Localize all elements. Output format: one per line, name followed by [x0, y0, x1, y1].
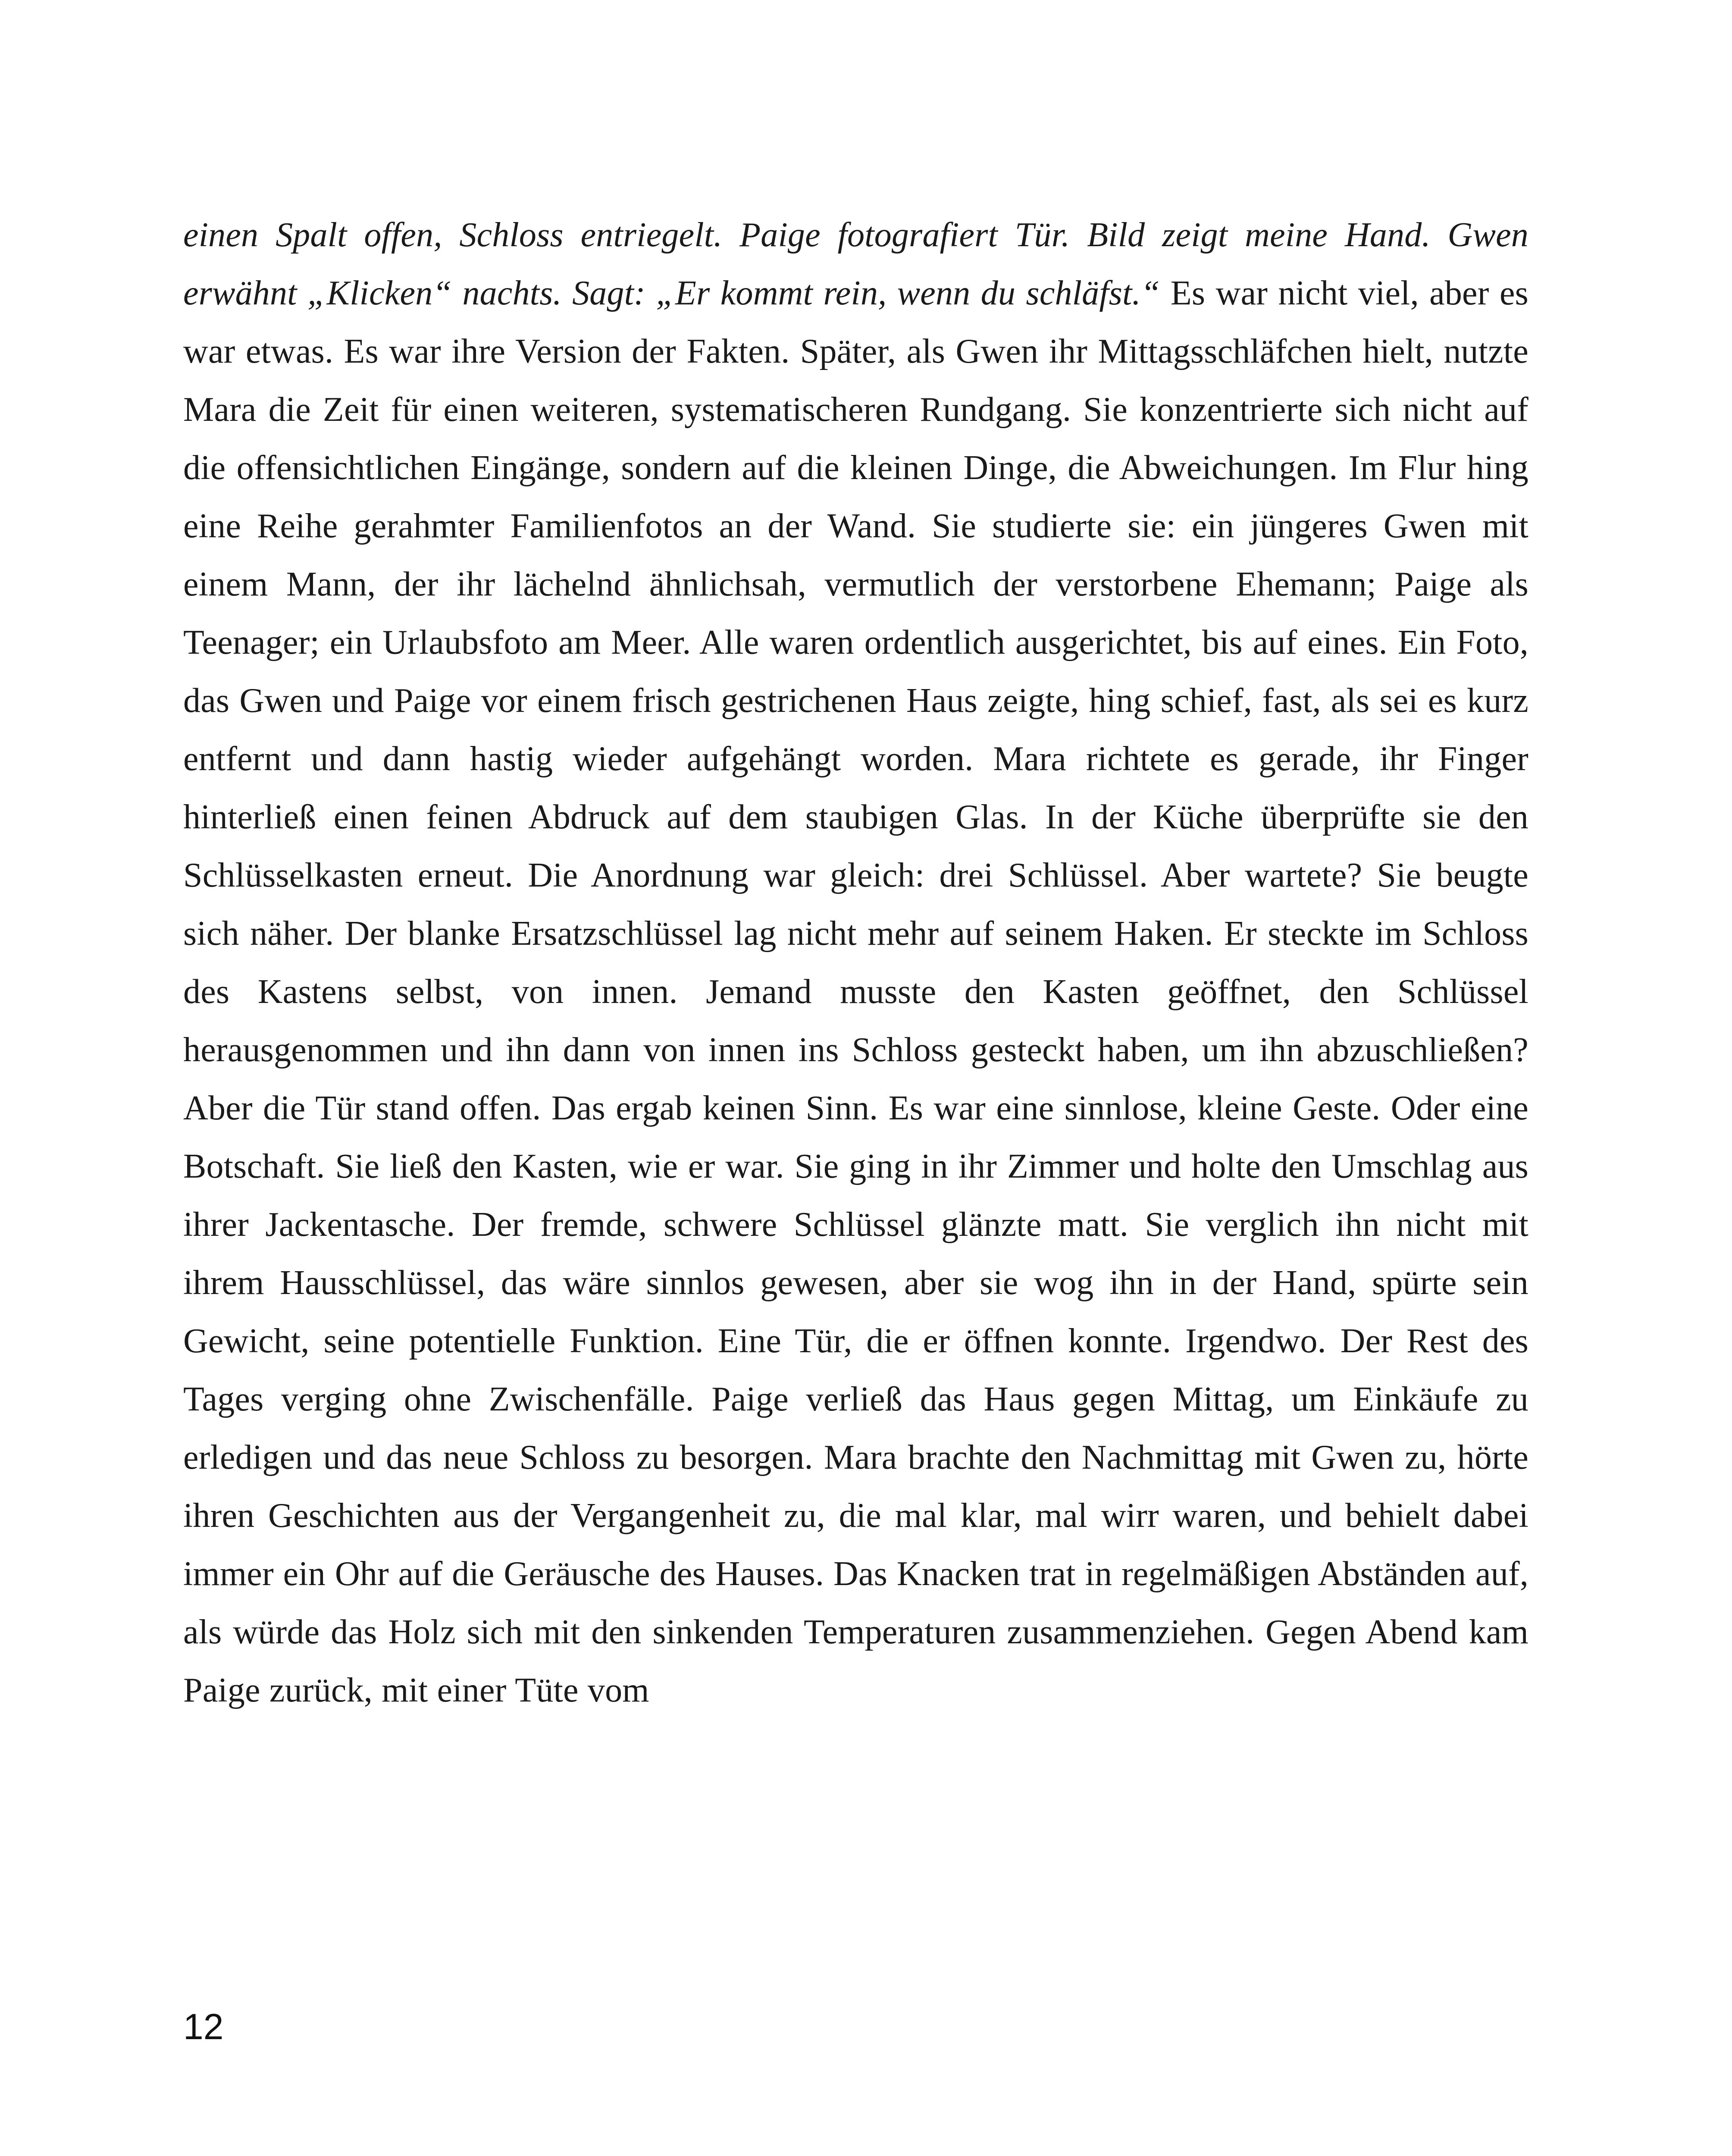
- italic-note-text: einen Spalt offen, Schloss entriegelt. Paige fotografiert Tür. Bild zeigt meine Hand. Gwen erwähnt „Klicken“ nachts. Sagt: „Er kommt rein, wenn du schläfst.“: [183, 216, 1528, 312]
- page-number: 12: [183, 2006, 224, 2047]
- paragraph-text: Es war nicht viel, aber es war etwas. Es war ihre Version der Fakten. Später, als Gwen ihr Mittagsschläfchen hielt, nutzte Mara die Zeit für einen weiteren, systematischeren Rundgang. Sie konzentrierte sich nicht auf die offensichtlichen Eingänge, sondern auf die kleinen Dinge, die Abweichungen. Im Flur hing eine Reihe gerahmter Familienfotos an der Wand. Sie studierte sie: ein jüngeres Gwen mit einem Mann, der ihr lächelnd ähnlichsah, vermutlich der verstorbene Ehemann; Paige als Teenager; ein Urlaubsfoto am Meer. Alle waren ordentlich ausgerichtet, bis auf eines. Ein Foto, das Gwen und Paige vor einem frisch gestrichenen Haus zeigte, hing schief, fast, als sei es kurz entfernt und dann hastig wieder aufgehängt worden. Mara richtete es gerade, ihr Finger hinterließ einen feinen Abdruck auf dem staubigen Glas. In der Küche überprüfte sie den Schlüsselkasten erneut. Die Anordnung war gleich: drei Schlüssel. Aber wartete? Sie beugte sich näher. Der blanke Ersatzschlüssel lag nicht mehr auf seinem Haken. Er steckte im Schloss des Kastens selbst, von innen. Jemand musste den Kasten geöffnet, den Schlüssel herausgenommen und ihn dann von innen ins Schloss gesteckt haben, um ihn abzuschließen? Aber die Tür stand offen. Das ergab keinen Sinn. Es war eine sinnlose, kleine Geste. Oder eine Botschaft. Sie ließ den Kasten, wie er war. Sie ging in ihr Zimmer und holte den Umschlag aus ihrer Jackentasche. Der fremde, schwere Schlüssel glänzte matt. Sie verglich ihn nicht mit ihrem Hausschlüssel, das wäre sinnlos gewesen, aber sie wog ihn in der Hand, spürte sein Gewicht, seine potentielle Funktion. Eine Tür, die er öffnen konnte. Irgendwo. Der Rest des Tages verging ohne Zwischenfälle. Paige verließ das Haus gegen Mittag, um Einkäufe zu erledigen und das neue Schloss zu besorgen. Mara brachte den Nachmittag mit Gwen zu, hörte ihren Geschichten aus der Vergangenheit zu, die mal klar, mal wirr waren, und behielt dabei immer ein Ohr auf die Geräusche des Hauses. Das Knacken trat in regelmäßigen Abständen auf, als würde das Holz sich mit den sinkenden Temperaturen zusammenziehen. Gegen Abend kam Paige zurück, mit einer Tüte vom: [183, 274, 1529, 1709]
- body-paragraph: [183, 206, 1528, 1720]
